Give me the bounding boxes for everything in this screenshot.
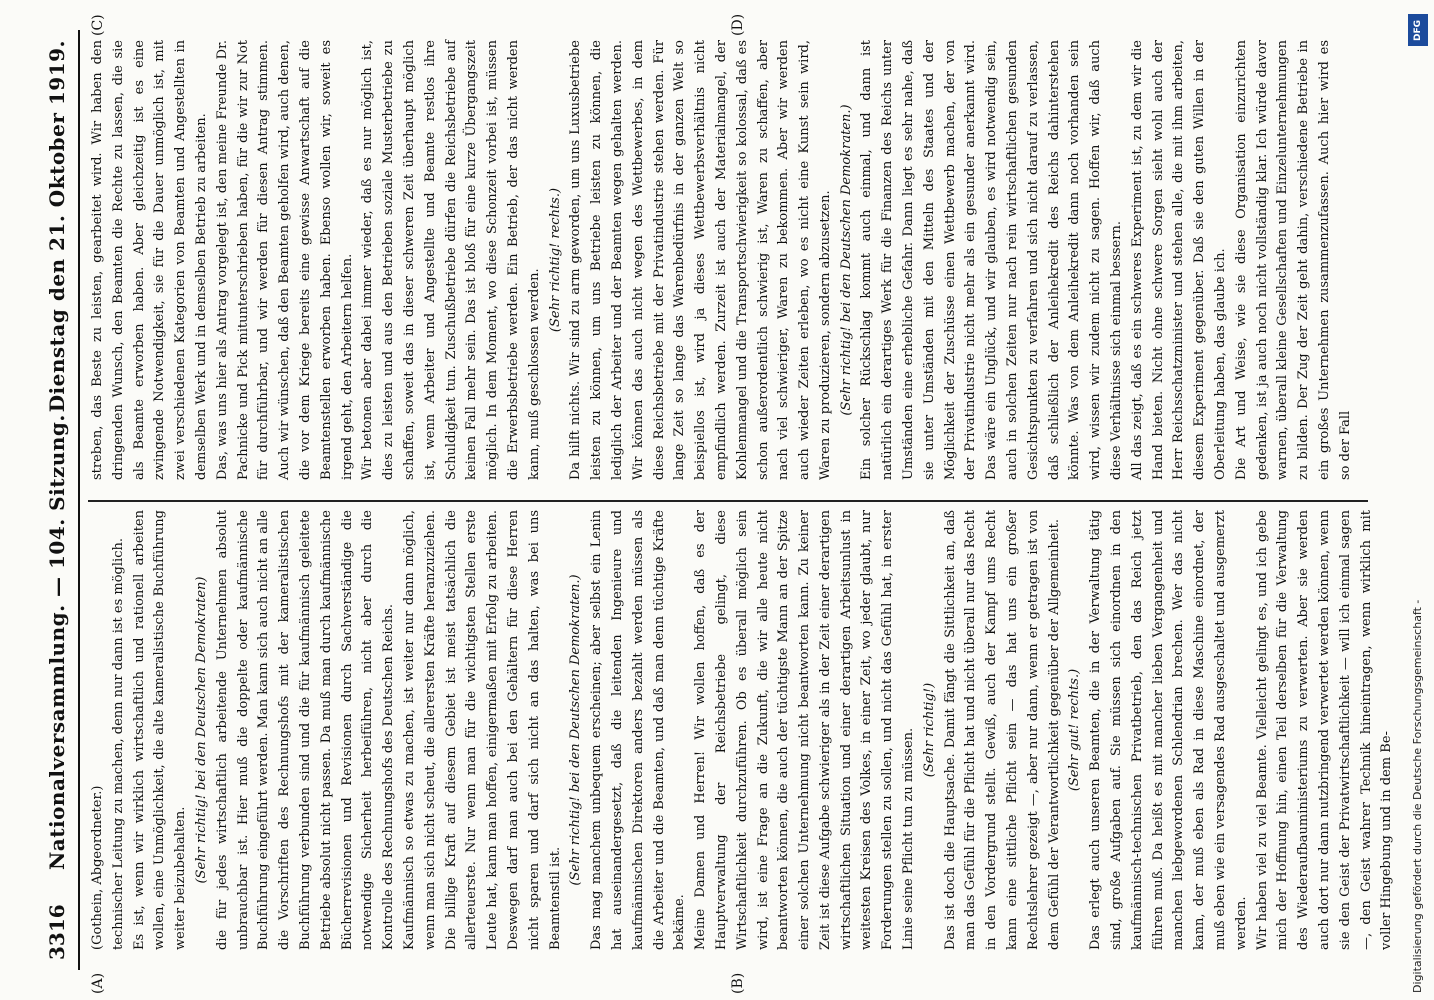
paragraph: Kaufmännisch so etwas zu machen, ist weiter nur dann möglich, wenn man sich nicht scheut, die allerersten Kräfte heranzuziehen. Die billige Kraft auf diesem Gebiet ist meist tatsächlich die allerteuerste. Nur wenn man für die wichtigsten Stellen erste Leute hat, kann man hoffen, einigermaßen mit Erfolg zu arbeiten. Deswegen darf man auch bei den Gehältern für diese Herren nicht sparen und darf sich nicht an das halten, was bei uns Beamtenstil ist. — [401, 510, 563, 950]
paragraph: Wir haben viel zu viel Beamte. Vielleicht gelingt es, und ich gebe mich der Hoffnung hin, einen Teil derselben für die Verwaltung des Wiederaufbauministeriums zu verwerten. Aber sie werden auch dort nur dann nutzbringend verwertet werden können, wenn sie den Geist der Privatwirtschaftlichkeit — will ich einmal sagen —, den Geist wahrer Technik hineintragen, wenn wirklich mit voller Hingebung und in dem Be- — [1254, 510, 1395, 950]
paragraph: Wir betonen aber dabei immer wieder, daß es nur möglich ist, dies zu leisten und aus den Betrieben soziale Musterbetriebe zu schaffen, soweit das in dieser schweren Zeit überhaupt möglich ist, wenn Arbeiter und Angestellte und Beamte restlos ihre Schuldigkeit tun. Zuschußbetriebe dürfen die Reichsbetriebe auf keinen Fall mehr sein. Das ist bloß für eine kurze Übergangszeit möglich. In dem Moment, wo diese Schonzeit vorbei ist, müssen die Erwerbsbetriebe werden. Ein Betrieb, der das nicht werden kann, muß geschlossen werden. — [360, 40, 542, 480]
paragraph: Das mag manchem unbequem erscheinen; aber selbst ein Lenin hat auseinandergesetzt, daß die leitenden Ingenieure und kaufmännischen Direktoren anders bezahlt werden müssen als die Arbeiter und die Beamten, und daß man denn tüchtige Kräfte bekäme. — [589, 510, 688, 950]
paragraph: die für jedes wirtschaftlich arbeitende Unternehmen absolut unbrauchbar ist. Hier muß die doppelte oder kaufmännische Buchführung eingeführt werden. Man kann sich auch nicht an alle die Vorschriften des Rechnungshofs mit der kameralistischen Buchführung verbunden sind und die für kaufmännisch geleitete Betriebe absolut nicht passen. Da muß man durch kaufmännische Bücherrevisionen und Revisionen durch Sachverständige die notwendige Sicherheit herbeiführen, nicht aber durch die Kontrolle des Rechnungshofs des Deutschen Reichs. — [214, 510, 397, 950]
interjection: (Sehr richtig!) — [921, 682, 937, 778]
dfg-logo: DFG — [1408, 14, 1428, 46]
interjection: (Sehr richtig! bei den Deutschen Demokraten.) — [838, 104, 854, 416]
column-divider — [88, 501, 1368, 503]
credit-text: Digitalisierung gefördert durch die Deutsche Forschungsgemeinschaft - — [1411, 599, 1424, 993]
margin-marker-c: (C) — [90, 14, 106, 36]
paragraph: Da hilft nichts. Wir sind zu arm geworden, um uns Luxusbetriebe leisten zu können, um uns Betriebe leisten zu können, die lediglich der Arbeiter und der Beamten wegen gehalten werden. Wir können das auch nicht wegen des Wettbewerbes, in dem diese Reichsbetriebe mit der Privatindustrie stehen werden. Für lange Zeit so lange das Warenbedürfnis in der ganzen Welt so beispiellos ist, wird ja dieses Wettbewerbsverhältnis nicht empfindlich werden. Zurzeit ist auch der Materialmangel, der Kohlenmangel und die Transportschwierigkeit so kolossal, daß es schon außerordentlich schwierig ist, Waren zu schaffen, aber nach viel schwieriger, Waren zu bekommen. Aber wir werden auch wieder Zeiten erleben, wo es nicht eine Kunst sein wird, Waren zu produzieren, sondern abzusetzen. — [568, 40, 833, 480]
interjection: (Sehr gut! rechts.) — [1067, 668, 1083, 792]
page-date: Dienstag den 21. Oktober 1919. — [45, 40, 69, 413]
page-header — [38, 40, 76, 960]
paragraph: technischer Leitung zu machen, denn nur dann ist es möglich. — [110, 538, 126, 950]
paragraph: Es ist, wenn wir wirklich wirtschaftlich und rationell arbeiten wollen, eine Unmöglichkeit, die alte kameralistische Buchführung weiter beizubehalten. — [131, 510, 189, 950]
header-rule — [78, 30, 80, 970]
interjection: (Sehr richtig! bei den Deutschen Demokraten) — [193, 576, 209, 884]
margin-marker-b: (B) — [730, 972, 746, 994]
paragraph: Die Art und Weise, wie sie diese Organisation einzurichten gedenken, ist ja auch noch nicht vollständig klar. Ich würde davor warnen, überall kleine Gesellschaften und Einzelunternehmungen zu bilden. Der Zug der Zeit geht dahin, verschiedene Betriebe in ein großes Unternehmen zusammenzufassen. Auch hier wird es so der Fall — [1233, 40, 1353, 480]
interjection: (Sehr richtig! rechts.) — [547, 187, 563, 333]
speaker-label: (Gothein, Abgeordneter.) — [90, 785, 105, 950]
margin-marker-a: (A) — [90, 972, 106, 994]
paragraph: Das erlegt auch unseren Beamten, die in der Verwaltung tätig sind, große Aufgaben auf. Sie müssen sich einordnen in den kaufmännisch-technischen Privatbetrieb, den das Reich jetzt führen muß. Da heißt es mit mancher lieben Vergangenheit und manchen liebgewordenen Schlendrian brechen. Wer das nicht kann, der muß eben als Rad in diese Maschine einordnet, der muß eben wie ein versagendes Rad ausgeschaltet und ausgemerzt werden. — [1088, 509, 1249, 950]
paragraph: Das ist doch die Hauptsache. Damit fängt die Sittlichkeit an, daß man das Gefühl für die Pflicht hat und nicht überall nur das Recht in den Vordergrund stellt. Gewiß, auch der Kampf ums Recht kann eine sittliche Pflicht sein — das hat uns ein großer Rechtslehrer gezeigt —, aber nur dann, wenn er getragen ist von dem Gefühl der Verantwortlichkeit gegenüber der Allgemeinheit. — [942, 510, 1062, 950]
page-number: 3316 — [45, 904, 69, 960]
page-title: Nationalversammlung. — 104. Sitzung. — [45, 414, 69, 870]
paragraph: streben, das Beste zu leisten, gearbeitet wird. Wir haben den dringenden Wunsch, den Beamten die Rechte zu lassen, die sie als Beamte erworben haben. Aber gleichzeitig ist es eine zwingende Notwendigkeit, sie für die Dauer unmöglich ist, mit zwei verschiedenen Kategorien von Beamten und Angestellten in demselben Werk und in demselben Betrieb zu arbeiten. — [90, 40, 209, 480]
paragraph: All das zeigt, daß es ein schweres Experiment ist, zu dem wir die Hand bieten. Nicht ohne schwere Sorgen sieht wohl auch der Herr Reichsschatzminister und stehen alle, die mit ihm arbeiten, diesem Experiment gegenüber. Daß sie den guten Willen in der Oberleitung haben, das glaube ich. — [1129, 40, 1229, 480]
newspaper-page — [30, 0, 1395, 1000]
margin-marker-d: (D) — [730, 13, 746, 36]
paragraph: Ein solcher Rückschlag kommt auch einmal, und dann ist natürlich ein derartiges Werk für die Finanzen des Reichs unter Umständen eine erhebliche Gefahr. Dann liegt es sehr nahe, daß sie unter Umständen mit den Mitteln des Staates und der Möglichkeit der Zuschüsse einen Wettbewerb machen, der von der Privatindustrie nicht mehr als ein gesunder anerkannt wird. Das wäre ein Unglück, und wir glauben, es wird notwendig sein, auch in solchen Zeiten nur nach rein wirtschaftlichen gesunden Gesichtspunkten zu verfahren und sich nicht darauf zu verlassen, daß schließlich der Anleihekredit des Reichs dahinterstehen könnte. Was von dem Anleihekredit dann noch vorhanden sein wird, wissen wir zudem nicht zu sagen. Hoffen wir, daß auch diese Verhältnisse sich einmal bessern. — [859, 40, 1125, 480]
digitization-credit — [1408, 8, 1428, 993]
right-column — [88, 40, 1358, 480]
paragraph: Meine Damen und Herren! Wir wollen hoffen, daß es der Hauptverwaltung der Reichsbetriebe gelingt, diese Wirtschaftlichkeit durchzuführen. Ob es überall möglich sein wird, ist eine Frage an die Zukunft, die wir alle heute nicht beantworten können, die auch der tüchtigste Mann an der Spitze einer solchen Unternehmung nicht beantworten kann. Zu keiner Zeit ist diese Aufgabe schwieriger als in der Zeit einer derartigen wirtschaftlichen Situation und einer derartigen Arbeitsunlust in weitesten Kreisen des Volkes, in einer Zeit, wo jeder glaubt, nur Forderungen stellen zu sollen, und nicht das Gefühl hat, in erster Linie seine Pflicht tun zu müssen. — [693, 510, 917, 950]
paragraph: Das, was uns hier als Antrag vorgelegt ist, den meine Freunde Dr. Pachnicke und Pick mitunterschrieben haben, für die wir zur Not für durchführbar, und wir werden für diesen Antrag stimmen. Auch wir wünschen, daß den Beamten geholfen wird, auch denen, die vor dem Kriege bereits eine gewisse Anwartschaft auf die Beamtenstellen erworben haben. Ebenso wollen wir, soweit es irgend geht, den Arbeitern helfen. — [214, 40, 355, 480]
left-column — [88, 509, 1395, 950]
interjection: (Sehr richtig! bei den Deutschen Demokraten.) — [568, 574, 584, 886]
